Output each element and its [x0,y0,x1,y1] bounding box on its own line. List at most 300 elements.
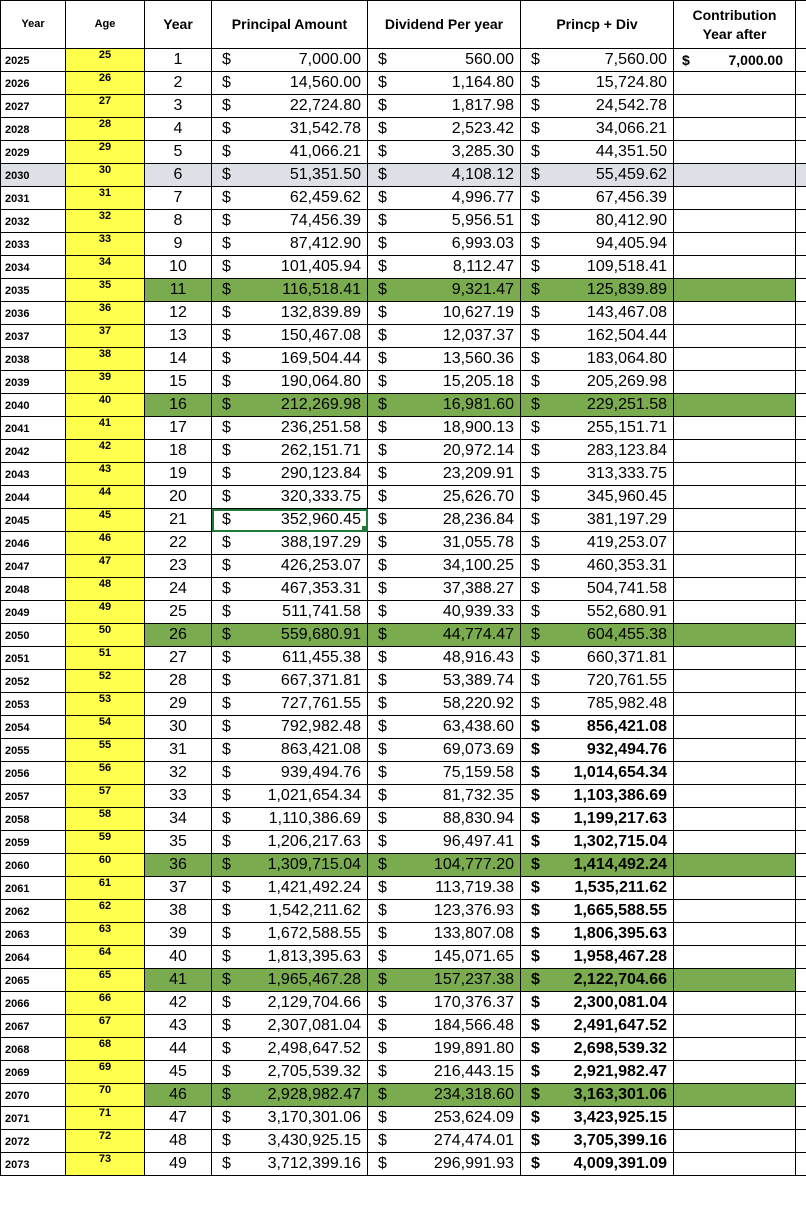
calendar-year-cell[interactable]: 2066 [1,992,66,1015]
edge-cell[interactable] [796,302,806,325]
age-cell[interactable]: 60 [66,854,145,877]
total-cell[interactable] [521,256,674,279]
dividend-cell[interactable] [368,279,521,302]
dividend-cell[interactable] [368,946,521,969]
edge-cell[interactable] [796,532,806,555]
calendar-year-cell[interactable]: 2071 [1,1107,66,1130]
dividend-cell[interactable] [368,256,521,279]
year-index-cell[interactable]: 32 [145,762,212,785]
dividend-cell[interactable] [368,72,521,95]
principal-cell[interactable] [212,49,368,72]
principal-cell[interactable] [212,72,368,95]
total-cell[interactable] [521,1153,674,1176]
dividend-cell[interactable] [368,233,521,256]
contribution-cell[interactable] [674,831,796,854]
calendar-year-cell[interactable]: 2034 [1,256,66,279]
age-cell[interactable]: 40 [66,394,145,417]
total-cell[interactable] [521,233,674,256]
edge-cell[interactable] [796,946,806,969]
dividend-cell[interactable] [368,831,521,854]
contribution-cell[interactable] [674,279,796,302]
edge-cell[interactable] [796,210,806,233]
total-cell[interactable] [521,302,674,325]
age-cell[interactable]: 37 [66,325,145,348]
contribution-cell[interactable] [674,946,796,969]
total-cell[interactable] [521,877,674,900]
total-cell[interactable] [521,578,674,601]
edge-cell[interactable] [796,670,806,693]
year-index-cell[interactable]: 19 [145,463,212,486]
principal-cell[interactable] [212,601,368,624]
age-cell[interactable]: 33 [66,233,145,256]
dividend-cell[interactable] [368,969,521,992]
edge-cell[interactable] [796,877,806,900]
calendar-year-cell[interactable]: 2069 [1,1061,66,1084]
calendar-year-cell[interactable]: 2036 [1,302,66,325]
header-year[interactable]: Year [145,1,212,49]
principal-cell[interactable] [212,1061,368,1084]
age-cell[interactable]: 45 [66,509,145,532]
dividend-cell[interactable] [368,141,521,164]
total-cell[interactable] [521,49,674,72]
contribution-cell[interactable] [674,394,796,417]
calendar-year-cell[interactable]: 2049 [1,601,66,624]
calendar-year-cell[interactable]: 2032 [1,210,66,233]
total-cell[interactable] [521,440,674,463]
principal-cell[interactable] [212,1107,368,1130]
edge-cell[interactable] [796,923,806,946]
total-cell[interactable] [521,693,674,716]
dividend-cell[interactable] [368,371,521,394]
total-cell[interactable] [521,394,674,417]
principal-cell[interactable] [212,233,368,256]
contribution-cell[interactable] [674,233,796,256]
edge-cell[interactable] [796,118,806,141]
age-cell[interactable]: 70 [66,1084,145,1107]
age-cell[interactable]: 38 [66,348,145,371]
year-index-cell[interactable]: 3 [145,95,212,118]
dividend-cell[interactable] [368,992,521,1015]
principal-cell[interactable] [212,118,368,141]
edge-cell[interactable] [796,831,806,854]
edge-cell[interactable] [796,601,806,624]
dividend-cell[interactable] [368,1061,521,1084]
contribution-cell[interactable] [674,371,796,394]
year-index-cell[interactable]: 8 [145,210,212,233]
year-index-cell[interactable]: 15 [145,371,212,394]
age-cell[interactable]: 58 [66,808,145,831]
age-cell[interactable]: 44 [66,486,145,509]
contribution-cell[interactable] [674,1084,796,1107]
edge-cell[interactable] [796,417,806,440]
calendar-year-cell[interactable]: 2033 [1,233,66,256]
age-cell[interactable]: 52 [66,670,145,693]
contribution-cell[interactable] [674,164,796,187]
edge-cell[interactable] [796,900,806,923]
contribution-cell[interactable] [674,647,796,670]
calendar-year-cell[interactable]: 2052 [1,670,66,693]
dividend-cell[interactable] [368,164,521,187]
edge-cell[interactable] [796,1061,806,1084]
total-cell[interactable] [521,72,674,95]
dividend-cell[interactable] [368,49,521,72]
age-cell[interactable]: 55 [66,739,145,762]
contribution-cell[interactable] [674,210,796,233]
principal-cell[interactable] [212,509,368,532]
total-cell[interactable] [521,371,674,394]
dividend-cell[interactable] [368,1153,521,1176]
dividend-cell[interactable] [368,187,521,210]
calendar-year-cell[interactable]: 2041 [1,417,66,440]
year-index-cell[interactable]: 16 [145,394,212,417]
contribution-cell[interactable] [674,532,796,555]
age-cell[interactable]: 41 [66,417,145,440]
age-cell[interactable]: 25 [66,49,145,72]
year-index-cell[interactable]: 47 [145,1107,212,1130]
dividend-cell[interactable] [368,716,521,739]
dividend-cell[interactable] [368,624,521,647]
principal-cell[interactable] [212,1038,368,1061]
age-cell[interactable]: 48 [66,578,145,601]
principal-cell[interactable] [212,578,368,601]
principal-cell[interactable] [212,739,368,762]
dividend-cell[interactable] [368,900,521,923]
year-index-cell[interactable]: 26 [145,624,212,647]
year-index-cell[interactable]: 25 [145,601,212,624]
principal-cell[interactable] [212,256,368,279]
age-cell[interactable]: 47 [66,555,145,578]
calendar-year-cell[interactable]: 2063 [1,923,66,946]
calendar-year-cell[interactable]: 2025 [1,49,66,72]
edge-cell[interactable] [796,187,806,210]
age-cell[interactable]: 51 [66,647,145,670]
calendar-year-cell[interactable]: 2067 [1,1015,66,1038]
calendar-year-cell[interactable]: 2056 [1,762,66,785]
calendar-year-cell[interactable]: 2062 [1,900,66,923]
contribution-cell[interactable] [674,739,796,762]
total-cell[interactable] [521,624,674,647]
total-cell[interactable] [521,279,674,302]
age-cell[interactable]: 63 [66,923,145,946]
dividend-cell[interactable] [368,578,521,601]
dividend-cell[interactable] [368,670,521,693]
edge-cell[interactable] [796,141,806,164]
contribution-cell[interactable] [674,302,796,325]
year-index-cell[interactable]: 36 [145,854,212,877]
edge-cell[interactable] [796,279,806,302]
contribution-cell[interactable] [674,72,796,95]
contribution-cell[interactable] [674,969,796,992]
edge-cell[interactable] [796,854,806,877]
principal-cell[interactable] [212,647,368,670]
edge-cell[interactable] [796,348,806,371]
dividend-cell[interactable] [368,440,521,463]
calendar-year-cell[interactable]: 2054 [1,716,66,739]
year-index-cell[interactable]: 33 [145,785,212,808]
year-index-cell[interactable]: 35 [145,831,212,854]
contribution-cell[interactable] [674,1015,796,1038]
dividend-cell[interactable] [368,601,521,624]
year-index-cell[interactable]: 2 [145,72,212,95]
calendar-year-cell[interactable]: 2072 [1,1130,66,1153]
dividend-cell[interactable] [368,762,521,785]
age-cell[interactable]: 57 [66,785,145,808]
header-age[interactable]: Age [66,1,145,49]
total-cell[interactable] [521,762,674,785]
contribution-cell[interactable] [674,1153,796,1176]
total-cell[interactable] [521,141,674,164]
age-cell[interactable]: 61 [66,877,145,900]
contribution-cell[interactable] [674,1130,796,1153]
edge-cell[interactable] [796,969,806,992]
edge-cell[interactable] [796,647,806,670]
contribution-cell[interactable] [674,440,796,463]
year-index-cell[interactable]: 37 [145,877,212,900]
edge-cell[interactable] [796,95,806,118]
contribution-cell[interactable] [674,256,796,279]
age-cell[interactable]: 64 [66,946,145,969]
calendar-year-cell[interactable]: 2055 [1,739,66,762]
year-index-cell[interactable]: 13 [145,325,212,348]
calendar-year-cell[interactable]: 2043 [1,463,66,486]
contribution-cell[interactable] [674,716,796,739]
total-cell[interactable] [521,1107,674,1130]
calendar-year-cell[interactable]: 2048 [1,578,66,601]
calendar-year-cell[interactable]: 2029 [1,141,66,164]
total-cell[interactable] [521,1038,674,1061]
edge-cell[interactable] [796,233,806,256]
calendar-year-cell[interactable]: 2059 [1,831,66,854]
year-index-cell[interactable]: 24 [145,578,212,601]
principal-cell[interactable] [212,486,368,509]
edge-cell[interactable] [796,509,806,532]
edge-cell[interactable] [796,1153,806,1176]
contribution-cell[interactable] [674,509,796,532]
calendar-year-cell[interactable]: 2031 [1,187,66,210]
principal-cell[interactable] [212,1015,368,1038]
principal-cell[interactable] [212,969,368,992]
principal-cell[interactable] [212,716,368,739]
contribution-cell[interactable] [674,486,796,509]
total-cell[interactable] [521,118,674,141]
total-cell[interactable] [521,808,674,831]
edge-cell[interactable] [796,762,806,785]
age-cell[interactable]: 28 [66,118,145,141]
calendar-year-cell[interactable]: 2064 [1,946,66,969]
year-index-cell[interactable]: 20 [145,486,212,509]
edge-cell[interactable] [796,578,806,601]
contribution-cell[interactable] [674,417,796,440]
principal-cell[interactable] [212,762,368,785]
year-index-cell[interactable]: 21 [145,509,212,532]
edge-cell[interactable] [796,325,806,348]
total-cell[interactable] [521,417,674,440]
age-cell[interactable]: 30 [66,164,145,187]
age-cell[interactable]: 59 [66,831,145,854]
dividend-cell[interactable] [368,693,521,716]
contribution-cell[interactable] [674,463,796,486]
age-cell[interactable]: 43 [66,463,145,486]
age-cell[interactable]: 68 [66,1038,145,1061]
edge-cell[interactable] [796,1084,806,1107]
principal-cell[interactable] [212,95,368,118]
contribution-cell[interactable] [674,601,796,624]
age-cell[interactable]: 71 [66,1107,145,1130]
principal-cell[interactable] [212,900,368,923]
header-principal[interactable]: Principal Amount [212,1,368,49]
dividend-cell[interactable] [368,509,521,532]
dividend-cell[interactable] [368,854,521,877]
age-cell[interactable]: 65 [66,969,145,992]
year-index-cell[interactable]: 18 [145,440,212,463]
total-cell[interactable] [521,1130,674,1153]
dividend-cell[interactable] [368,1038,521,1061]
total-cell[interactable] [521,555,674,578]
calendar-year-cell[interactable]: 2030 [1,164,66,187]
age-cell[interactable]: 32 [66,210,145,233]
year-index-cell[interactable]: 14 [145,348,212,371]
edge-cell[interactable] [796,555,806,578]
dividend-cell[interactable] [368,808,521,831]
total-cell[interactable] [521,900,674,923]
year-index-cell[interactable]: 42 [145,992,212,1015]
contribution-cell[interactable] [674,49,796,72]
principal-cell[interactable] [212,371,368,394]
year-index-cell[interactable]: 28 [145,670,212,693]
principal-cell[interactable] [212,279,368,302]
age-cell[interactable]: 50 [66,624,145,647]
principal-cell[interactable] [212,325,368,348]
contribution-cell[interactable] [674,348,796,371]
contribution-cell[interactable] [674,808,796,831]
calendar-year-cell[interactable]: 2042 [1,440,66,463]
edge-cell[interactable] [796,394,806,417]
age-cell[interactable]: 34 [66,256,145,279]
dividend-cell[interactable] [368,325,521,348]
principal-cell[interactable] [212,854,368,877]
calendar-year-cell[interactable]: 2060 [1,854,66,877]
calendar-year-cell[interactable]: 2057 [1,785,66,808]
edge-cell[interactable] [796,1107,806,1130]
principal-cell[interactable] [212,1153,368,1176]
edge-cell[interactable] [796,1038,806,1061]
total-cell[interactable] [521,532,674,555]
principal-cell[interactable] [212,785,368,808]
total-cell[interactable] [521,187,674,210]
total-cell[interactable] [521,325,674,348]
calendar-year-cell[interactable]: 2027 [1,95,66,118]
principal-cell[interactable] [212,831,368,854]
calendar-year-cell[interactable]: 2065 [1,969,66,992]
dividend-cell[interactable] [368,739,521,762]
edge-cell[interactable] [796,440,806,463]
calendar-year-cell[interactable]: 2046 [1,532,66,555]
edge-cell[interactable] [796,693,806,716]
total-cell[interactable] [521,739,674,762]
year-index-cell[interactable]: 38 [145,900,212,923]
calendar-year-cell[interactable]: 2037 [1,325,66,348]
contribution-cell[interactable] [674,854,796,877]
edge-cell[interactable] [796,256,806,279]
fill-handle[interactable] [362,526,368,532]
dividend-cell[interactable] [368,877,521,900]
total-cell[interactable] [521,946,674,969]
year-index-cell[interactable]: 45 [145,1061,212,1084]
header-calendar-year[interactable]: Year [1,1,66,49]
calendar-year-cell[interactable]: 2038 [1,348,66,371]
dividend-cell[interactable] [368,463,521,486]
dividend-cell[interactable] [368,647,521,670]
age-cell[interactable]: 42 [66,440,145,463]
contribution-cell[interactable] [674,1038,796,1061]
dividend-cell[interactable] [368,1130,521,1153]
calendar-year-cell[interactable]: 2028 [1,118,66,141]
calendar-year-cell[interactable]: 2070 [1,1084,66,1107]
principal-cell[interactable] [212,187,368,210]
principal-cell[interactable] [212,210,368,233]
calendar-year-cell[interactable]: 2047 [1,555,66,578]
age-cell[interactable]: 53 [66,693,145,716]
header-dividend[interactable]: Dividend Per year [368,1,521,49]
calendar-year-cell[interactable]: 2068 [1,1038,66,1061]
calendar-year-cell[interactable]: 2051 [1,647,66,670]
contribution-cell[interactable] [674,785,796,808]
dividend-cell[interactable] [368,118,521,141]
dividend-cell[interactable] [368,95,521,118]
age-cell[interactable]: 27 [66,95,145,118]
principal-cell[interactable] [212,440,368,463]
contribution-cell[interactable] [674,95,796,118]
contribution-cell[interactable] [674,624,796,647]
year-index-cell[interactable]: 22 [145,532,212,555]
year-index-cell[interactable]: 30 [145,716,212,739]
dividend-cell[interactable] [368,417,521,440]
principal-cell[interactable] [212,946,368,969]
total-cell[interactable] [521,647,674,670]
edge-cell[interactable] [796,1015,806,1038]
age-cell[interactable]: 56 [66,762,145,785]
principal-cell[interactable] [212,302,368,325]
total-cell[interactable] [521,348,674,371]
edge-cell[interactable] [796,785,806,808]
age-cell[interactable]: 31 [66,187,145,210]
total-cell[interactable] [521,463,674,486]
total-cell[interactable] [521,509,674,532]
calendar-year-cell[interactable]: 2045 [1,509,66,532]
edge-cell[interactable] [796,72,806,95]
contribution-cell[interactable] [674,578,796,601]
age-cell[interactable]: 66 [66,992,145,1015]
principal-cell[interactable] [212,923,368,946]
contribution-cell[interactable] [674,1061,796,1084]
edge-cell[interactable] [796,164,806,187]
age-cell[interactable]: 29 [66,141,145,164]
year-index-cell[interactable]: 39 [145,923,212,946]
calendar-year-cell[interactable]: 2039 [1,371,66,394]
age-cell[interactable]: 67 [66,1015,145,1038]
principal-cell[interactable] [212,532,368,555]
age-cell[interactable]: 49 [66,601,145,624]
total-cell[interactable] [521,785,674,808]
calendar-year-cell[interactable]: 2040 [1,394,66,417]
contribution-cell[interactable] [674,693,796,716]
edge-cell[interactable] [796,463,806,486]
calendar-year-cell[interactable]: 2035 [1,279,66,302]
principal-cell[interactable] [212,555,368,578]
dividend-cell[interactable] [368,1084,521,1107]
calendar-year-cell[interactable]: 2061 [1,877,66,900]
contribution-cell[interactable] [674,118,796,141]
